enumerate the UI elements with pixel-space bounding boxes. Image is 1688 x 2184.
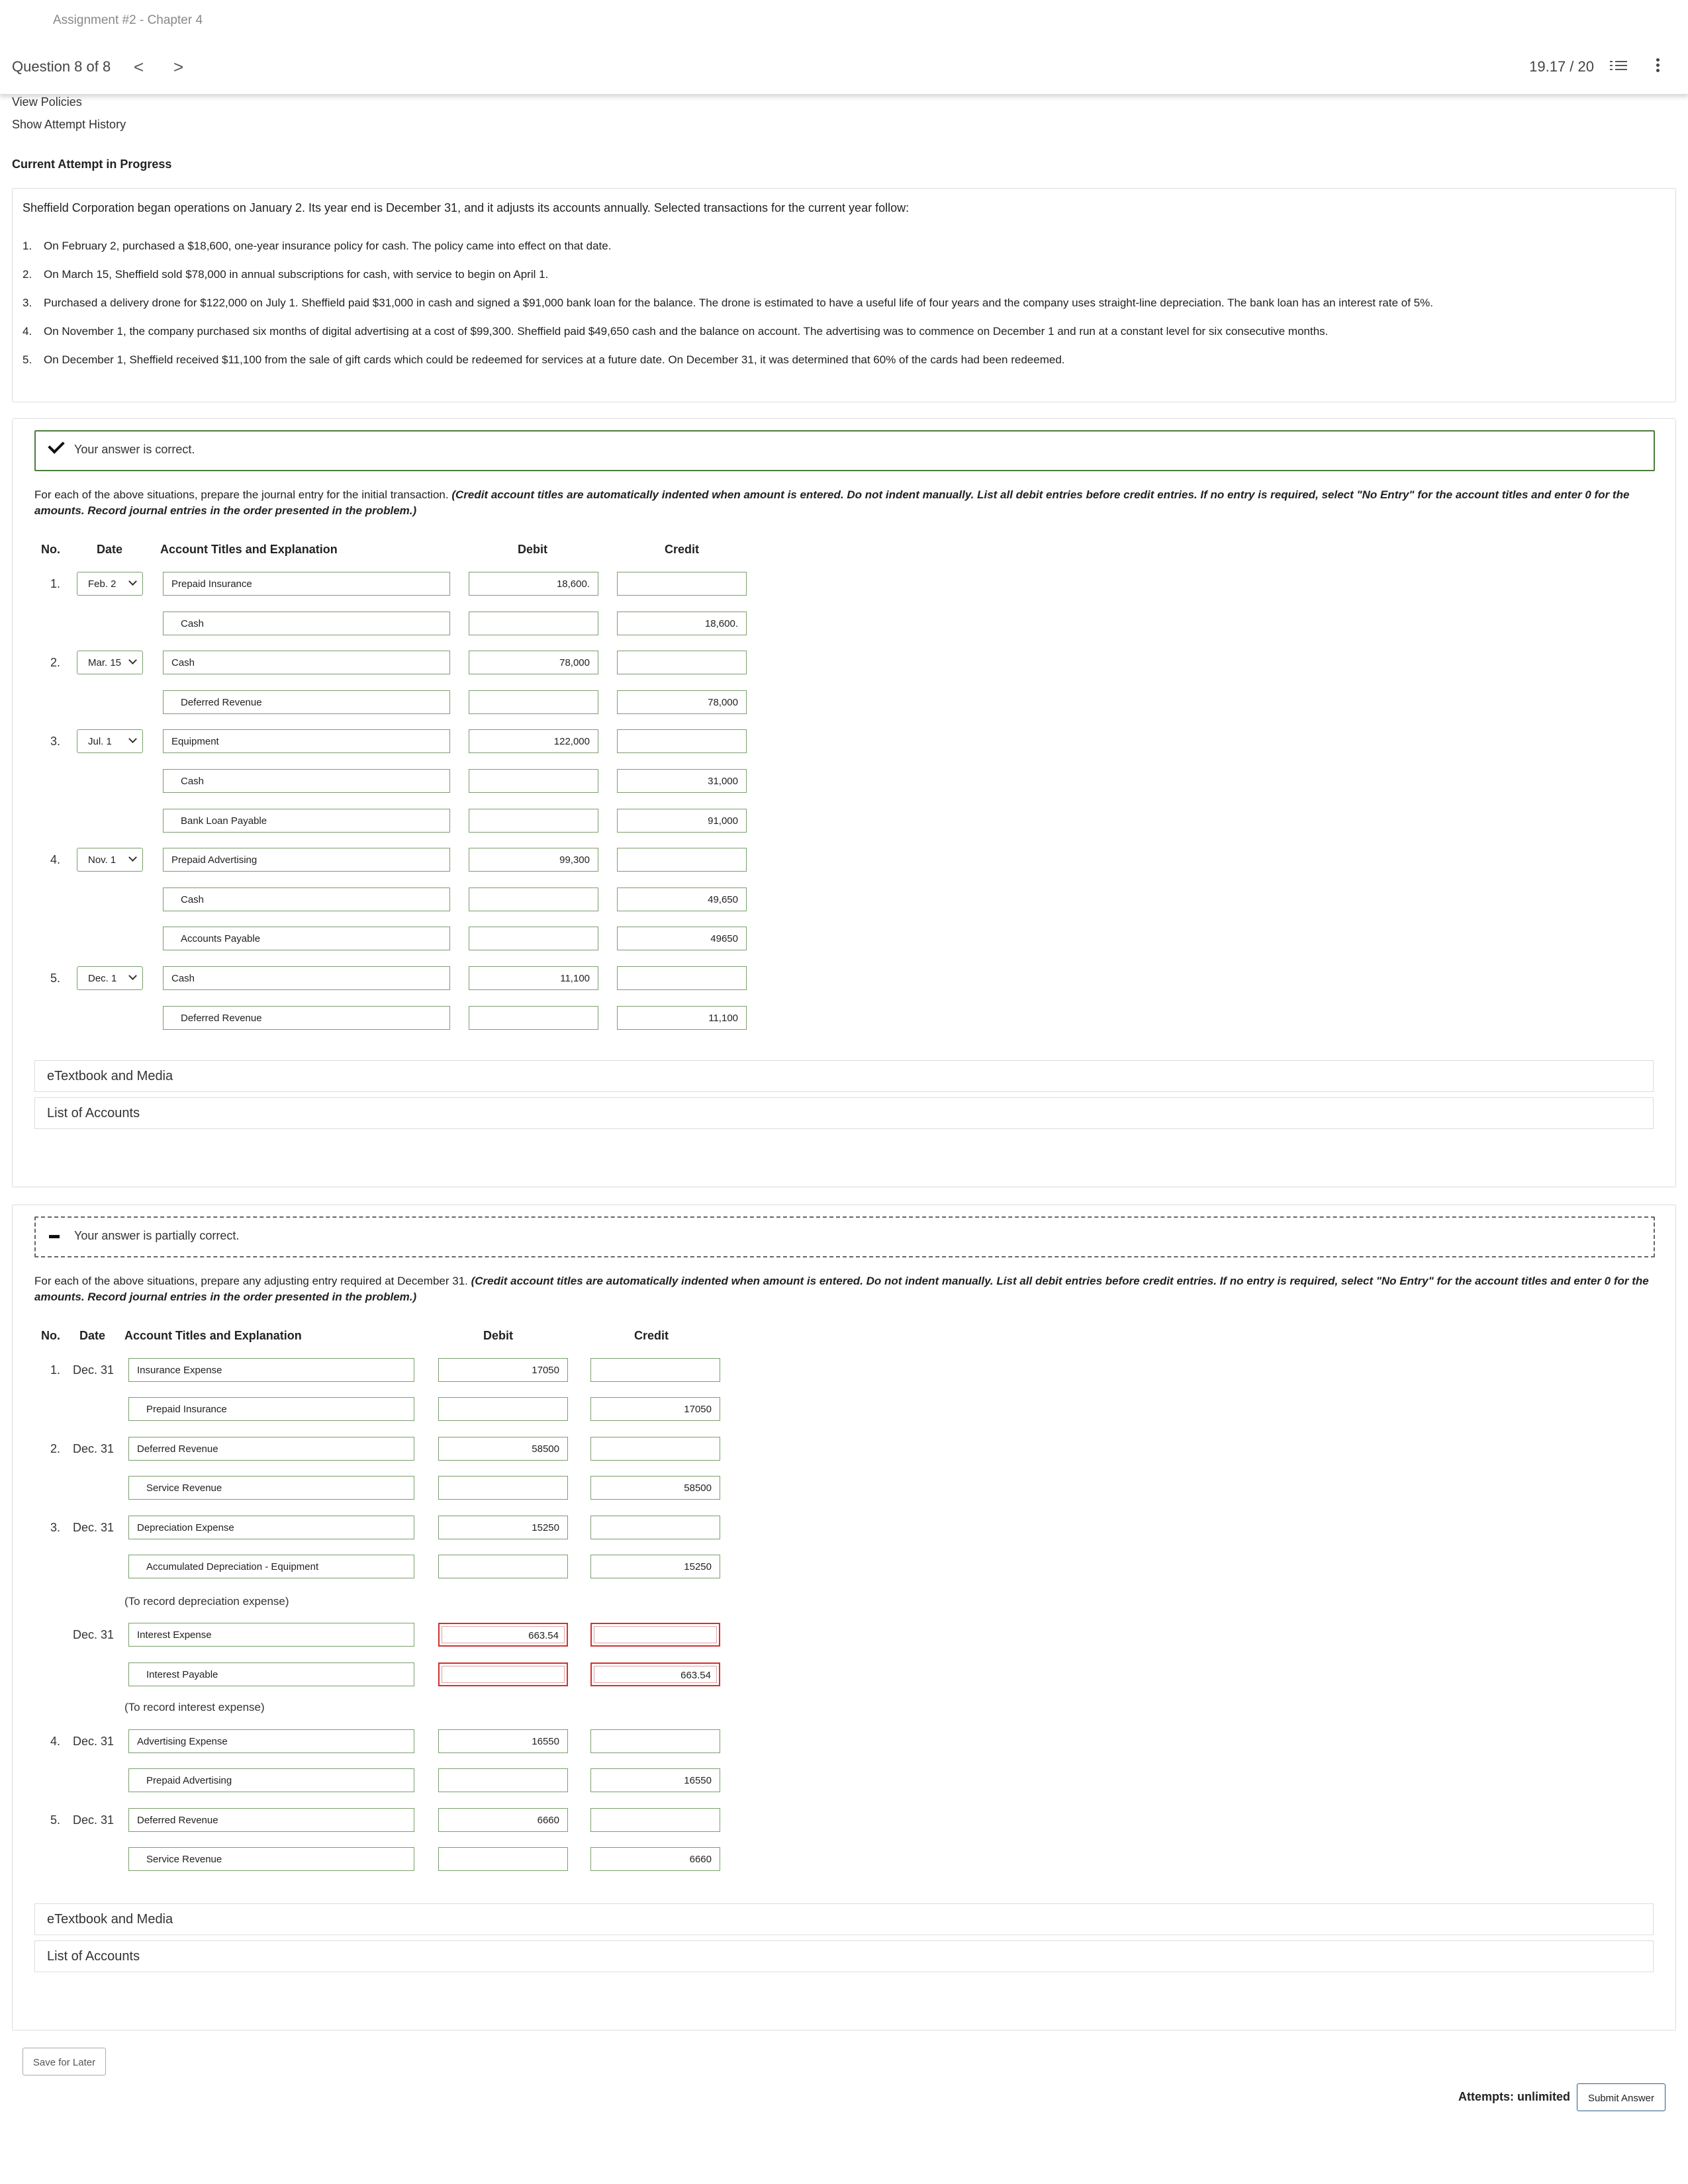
credit-input[interactable] xyxy=(590,1847,720,1871)
entry-number: 5. xyxy=(50,972,61,985)
debit-input[interactable] xyxy=(438,1555,568,1578)
account-title-input[interactable] xyxy=(128,1847,414,1871)
account-title-input-value: Cash xyxy=(181,894,205,905)
debit-input[interactable] xyxy=(438,1516,568,1539)
date-select[interactable] xyxy=(77,848,143,872)
account-title-input[interactable] xyxy=(163,769,450,793)
list-of-accounts-link[interactable]: List of Accounts xyxy=(34,1940,1654,1972)
account-title-input[interactable] xyxy=(163,729,450,753)
debit-input[interactable] xyxy=(469,1006,598,1030)
account-title-input-value: Interest Payable xyxy=(146,1669,218,1680)
account-title-input[interactable] xyxy=(128,1768,414,1792)
date-select[interactable] xyxy=(77,651,143,674)
account-title-input-value: Prepaid Insurance xyxy=(146,1404,227,1415)
entry-number: 4. xyxy=(50,853,61,866)
show-attempt-history-link[interactable]: Show Attempt History xyxy=(12,118,126,131)
debit-input[interactable] xyxy=(469,927,598,950)
debit-input-value: 78,000 xyxy=(559,657,590,668)
credit-input[interactable] xyxy=(617,729,747,753)
problem-item: 2. On March 15, Sheffield sold $78,000 in annual subscriptions for cash, with service to begin on April 1. xyxy=(23,268,549,281)
account-title-input-value: Deferred Revenue xyxy=(137,1443,218,1455)
credit-input[interactable] xyxy=(617,809,747,833)
account-title-input-value: Advertising Expense xyxy=(137,1736,228,1747)
date-select[interactable] xyxy=(77,572,143,596)
interest-note: (To record interest expense) xyxy=(124,1701,265,1713)
credit-input[interactable] xyxy=(590,1437,720,1461)
account-title-input[interactable] xyxy=(163,966,450,990)
account-title-input[interactable] xyxy=(163,1006,450,1030)
attempts-label: Attempts: unlimited xyxy=(1458,2090,1570,2103)
credit-input[interactable] xyxy=(617,690,747,714)
correct-answer-banner xyxy=(34,430,1655,471)
account-title-input-value: Prepaid Insurance xyxy=(171,578,252,590)
credit-input[interactable] xyxy=(590,1662,720,1686)
credit-input[interactable] xyxy=(590,1768,720,1792)
debit-input[interactable] xyxy=(469,572,598,596)
credit-input[interactable] xyxy=(590,1729,720,1753)
account-title-input[interactable] xyxy=(128,1397,414,1421)
date-select-value: Nov. 1 xyxy=(88,854,117,866)
account-title-input[interactable] xyxy=(128,1516,414,1539)
account-title-input[interactable] xyxy=(163,612,450,635)
problem-item: 1. On February 2, purchased a $18,600, one-year insurance policy for cash. The policy came into effect on that date. xyxy=(23,240,612,252)
credit-input-value: 18,600. xyxy=(704,618,738,629)
chevron-down-icon xyxy=(128,972,137,980)
credit-input-value: 6660 xyxy=(689,1854,712,1865)
problem-item: 5. On December 1, Sheffield received $11,100 from the sale of gift cards which could be redeemed for services at a future date. On December 31, it was determined that 60% of the cards had been redeemed. xyxy=(23,353,1065,366)
debit-input-value: 6660 xyxy=(537,1815,559,1826)
col-header-debit: Debit xyxy=(518,543,547,556)
credit-input-value: 78,000 xyxy=(708,697,738,708)
account-title-input-value: Deferred Revenue xyxy=(181,697,262,708)
debit-input-value: 99,300 xyxy=(559,854,590,866)
account-title-input-value: Accumulated Depreciation - Equipment xyxy=(146,1561,319,1572)
partially-correct-banner xyxy=(34,1216,1655,1257)
account-title-input[interactable] xyxy=(128,1476,414,1500)
debit-input-value: 58500 xyxy=(532,1443,559,1455)
current-attempt-heading: Current Attempt in Progress xyxy=(12,158,172,171)
col-header-credit: Credit xyxy=(665,543,700,556)
credit-input[interactable] xyxy=(590,1555,720,1578)
account-title-input[interactable] xyxy=(163,927,450,950)
account-title-input-value: Service Revenue xyxy=(146,1854,222,1865)
account-title-input[interactable] xyxy=(128,1623,414,1647)
col-header-date: Date xyxy=(97,543,123,556)
next-question-icon[interactable]: > xyxy=(173,57,184,77)
debit-input-value: 15250 xyxy=(532,1522,559,1533)
minus-icon xyxy=(49,1235,60,1238)
entry-date: Dec. 31 xyxy=(73,1521,115,1534)
col-header-account: Account Titles and Explanation xyxy=(124,1329,302,1342)
account-title-input-value: Bank Loan Payable xyxy=(181,815,267,827)
credit-input[interactable] xyxy=(617,1006,747,1030)
date-select-value: Jul. 1 xyxy=(88,736,112,747)
credit-input[interactable] xyxy=(590,1808,720,1832)
entry-date: Dec. 31 xyxy=(73,1735,115,1748)
entry-date: Dec. 31 xyxy=(73,1363,115,1377)
chevron-down-icon xyxy=(128,577,137,586)
credit-input-value: 49,650 xyxy=(708,894,738,905)
save-for-later-button[interactable]: Save for Later xyxy=(23,2048,106,2075)
chevron-down-icon xyxy=(128,735,137,743)
credit-input[interactable] xyxy=(617,612,747,635)
submit-answer-button[interactable]: Submit Answer xyxy=(1577,2083,1665,2111)
date-select-value: Mar. 15 xyxy=(88,657,122,668)
entry-number: 1. xyxy=(50,577,61,590)
part1-instructions: For each of the above situations, prepare the journal entry for the initial transaction. (Credit account titles are automatically indented when amount is entered. Do not indent manually. List all debit entries before credit entries. If no entry is required, select "No Entry" for the account titles and enter 0 for the amounts. Record journal entries in the order presented in the problem.) xyxy=(34,488,1630,517)
debit-input[interactable] xyxy=(438,1768,568,1792)
col-header-no: No. xyxy=(41,1329,60,1342)
credit-input-value: 31,000 xyxy=(708,776,738,787)
account-title-input-value: Depreciation Expense xyxy=(137,1522,234,1533)
entry-number: 2. xyxy=(50,656,61,669)
account-title-input[interactable] xyxy=(163,887,450,911)
debit-input-value: 122,000 xyxy=(553,736,590,747)
problem-panel xyxy=(12,188,1676,402)
debit-input-value: 17050 xyxy=(532,1365,559,1376)
entry-number: 5. xyxy=(50,1813,61,1827)
col-header-credit: Credit xyxy=(634,1329,669,1342)
col-header-account: Account Titles and Explanation xyxy=(160,543,338,556)
account-title-input[interactable] xyxy=(163,651,450,674)
col-header-no: No. xyxy=(41,543,60,556)
credit-input[interactable] xyxy=(590,1516,720,1539)
etextbook-media-link[interactable]: eTextbook and Media xyxy=(34,1903,1654,1935)
credit-input[interactable] xyxy=(617,651,747,674)
credit-input[interactable] xyxy=(590,1358,720,1382)
debit-input-value: 663.54 xyxy=(528,1630,559,1641)
credit-input-value: 17050 xyxy=(684,1404,712,1415)
credit-input-value: 16550 xyxy=(684,1775,712,1786)
date-select[interactable] xyxy=(77,966,143,990)
credit-input[interactable] xyxy=(617,927,747,950)
question-counter: Question 8 of 8 xyxy=(12,58,111,75)
debit-input[interactable] xyxy=(438,1662,568,1686)
credit-input-value: 11,100 xyxy=(708,1013,738,1024)
list-of-accounts-link[interactable]: List of Accounts xyxy=(34,1097,1654,1129)
account-title-input-value: Prepaid Advertising xyxy=(171,854,258,866)
score-display: 19.17 / 20 xyxy=(1529,58,1594,75)
answer-status: Your answer is partially correct. xyxy=(74,1229,240,1242)
account-title-input[interactable] xyxy=(128,1729,414,1753)
account-title-input-value: Prepaid Advertising xyxy=(146,1775,232,1786)
debit-input[interactable] xyxy=(469,612,598,635)
debit-input-value: 18,600. xyxy=(556,578,590,590)
account-title-input-value: Cash xyxy=(171,973,195,984)
account-title-input[interactable] xyxy=(163,690,450,714)
account-title-input[interactable] xyxy=(163,848,450,872)
account-title-input-value: Cash xyxy=(171,657,195,668)
debit-input[interactable] xyxy=(469,690,598,714)
credit-input[interactable] xyxy=(617,769,747,793)
credit-input-value: 58500 xyxy=(684,1482,712,1494)
debit-input[interactable] xyxy=(469,848,598,872)
answer-status: Your answer is correct. xyxy=(74,443,195,456)
col-header-date: Date xyxy=(79,1329,106,1342)
date-select[interactable] xyxy=(77,729,143,753)
account-title-input-value: Equipment xyxy=(171,736,219,747)
debit-input[interactable] xyxy=(438,1437,568,1461)
entry-date: Dec. 31 xyxy=(73,1813,115,1827)
account-title-input-value: Accounts Payable xyxy=(181,933,261,944)
account-title-input[interactable] xyxy=(128,1662,414,1686)
entry-date: Dec. 31 xyxy=(73,1442,115,1455)
account-title-input[interactable] xyxy=(163,572,450,596)
chevron-down-icon xyxy=(128,853,137,862)
problem-item: 3. Purchased a delivery drone for $122,000 on July 1. Sheffield paid $31,000 in cash and signed a $91,000 bank loan for the balance. The drone is estimated to have a useful life of four years and the company uses straight-line depreciation. The bank loan has an interest rate of 5%. xyxy=(23,296,1433,309)
date-select-value: Feb. 2 xyxy=(88,578,117,590)
debit-input[interactable] xyxy=(438,1729,568,1753)
debit-input-value: 11,100 xyxy=(560,973,590,984)
debit-input[interactable] xyxy=(469,729,598,753)
credit-input[interactable] xyxy=(617,848,747,872)
credit-input[interactable] xyxy=(617,887,747,911)
etextbook-media-link[interactable]: eTextbook and Media xyxy=(34,1060,1654,1092)
debit-input[interactable] xyxy=(469,887,598,911)
chevron-down-icon xyxy=(128,656,137,664)
more-options-icon[interactable] xyxy=(1656,58,1660,74)
account-title-input[interactable] xyxy=(163,809,450,833)
entry-number: 3. xyxy=(50,1521,61,1534)
credit-input[interactable] xyxy=(590,1397,720,1421)
account-title-input-value: Deferred Revenue xyxy=(181,1013,262,1024)
account-title-input-value: Cash xyxy=(181,618,205,629)
entry-date: Dec. 31 xyxy=(73,1628,115,1641)
problem-intro: Sheffield Corporation began operations on January 2. Its year end is December 31, and it adjusts its accounts annually. Selected transactions for the current year follow: xyxy=(23,201,910,214)
credit-input-value: 15250 xyxy=(684,1561,712,1572)
checkmark-icon xyxy=(48,437,64,453)
credit-input-value: 91,000 xyxy=(708,815,738,827)
account-title-input-value: Insurance Expense xyxy=(137,1365,222,1376)
account-title-input[interactable] xyxy=(128,1808,414,1832)
account-title-input-value: Interest Expense xyxy=(137,1629,212,1641)
credit-input[interactable] xyxy=(590,1476,720,1500)
top-bar xyxy=(0,0,1688,95)
credit-input[interactable] xyxy=(590,1623,720,1647)
account-title-input[interactable] xyxy=(128,1437,414,1461)
debit-input-value: 16550 xyxy=(532,1736,559,1747)
col-header-debit: Debit xyxy=(483,1329,513,1342)
credit-input-value: 49650 xyxy=(710,933,738,944)
debit-input[interactable] xyxy=(469,809,598,833)
credit-input-value: 663.54 xyxy=(680,1670,711,1681)
previous-question-icon[interactable]: < xyxy=(134,57,144,77)
debit-input[interactable] xyxy=(438,1847,568,1871)
entry-number: 2. xyxy=(50,1442,61,1455)
question-list-icon[interactable] xyxy=(1610,58,1627,73)
date-select-value: Dec. 1 xyxy=(88,973,117,984)
entry-number: 4. xyxy=(50,1735,61,1748)
view-policies-link[interactable]: View Policies xyxy=(12,95,82,109)
debit-input[interactable] xyxy=(469,651,598,674)
depreciation-note: (To record depreciation expense) xyxy=(124,1595,289,1608)
account-title-input[interactable] xyxy=(128,1555,414,1578)
entry-number: 3. xyxy=(50,735,61,748)
debit-input[interactable] xyxy=(469,769,598,793)
debit-input[interactable] xyxy=(438,1397,568,1421)
credit-input[interactable] xyxy=(617,572,747,596)
account-title-input-value: Service Revenue xyxy=(146,1482,222,1494)
debit-input[interactable] xyxy=(469,966,598,990)
debit-input[interactable] xyxy=(438,1476,568,1500)
problem-item: 4. On November 1, the company purchased six months of digital advertising at a cost of $99,300. Sheffield paid $49,650 cash and the balance on account. The advertising was to commence on December 1 and run at a constant level for six consecutive months. xyxy=(23,325,1329,338)
part2-instructions: For each of the above situations, prepare any adjusting entry required at December 31. (Credit account titles are automatically indented when amount is entered. Do not indent manually. List all debit entries before credit entries. If no entry is required, select "No Entry" for the account titles and enter 0 for the amounts. Record journal entries in the order presented in the problem.) xyxy=(34,1275,1649,1303)
debit-input[interactable] xyxy=(438,1623,568,1647)
assignment-title: Assignment #2 - Chapter 4 xyxy=(53,13,203,27)
entry-number: 1. xyxy=(50,1363,61,1377)
debit-input[interactable] xyxy=(438,1358,568,1382)
credit-input[interactable] xyxy=(617,966,747,990)
account-title-input-value: Cash xyxy=(181,776,205,787)
account-title-input-value: Deferred Revenue xyxy=(137,1815,218,1826)
account-title-input[interactable] xyxy=(128,1358,414,1382)
debit-input[interactable] xyxy=(438,1808,568,1832)
